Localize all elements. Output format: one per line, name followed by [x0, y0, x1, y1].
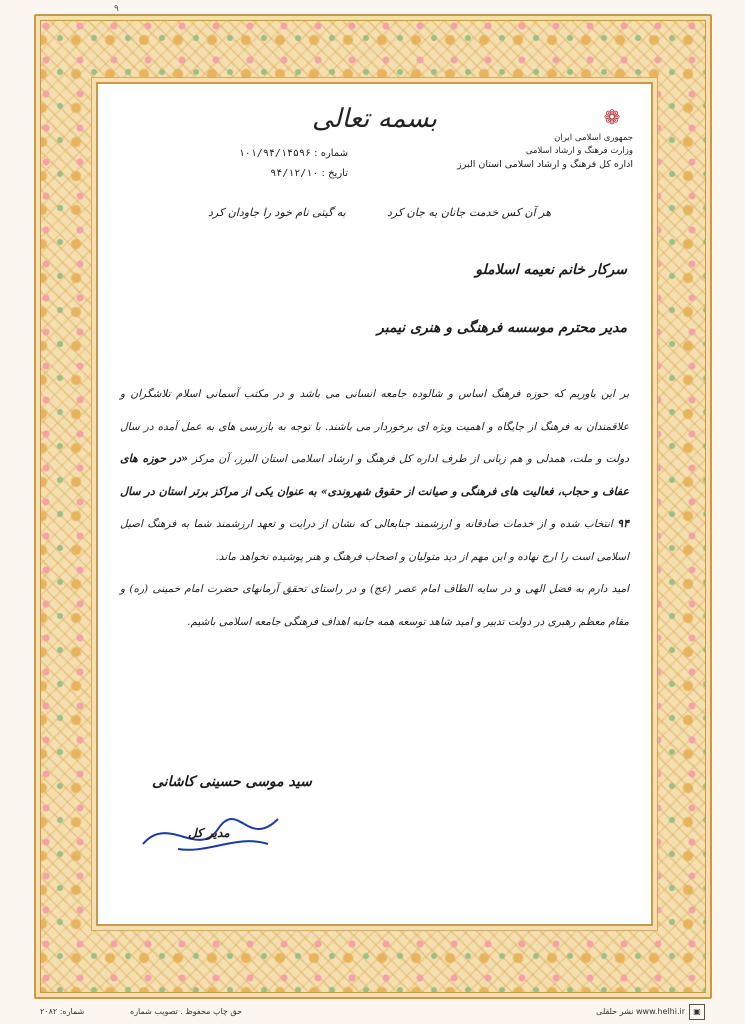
paragraph-2: امید دارم به فضل الهی و در سایه الطاف امام عصر (عج) و در راستای تحقق آرمانهای حضرت امام خمینی (ره) و مقام معظم رهبری در دولت تدبیر و امید شاهد توسعه همه جانبه اهداف فرهنگی جامعه اسلامی باشیم. — [120, 583, 629, 628]
signer-title: مدیر کل — [188, 826, 230, 840]
organization-header — [443, 132, 633, 171]
page-number: ۹ — [114, 4, 119, 14]
footer-copyright: حق چاپ محفوظ . تصویب شماره — [130, 1007, 243, 1016]
iran-emblem-icon: ❁ — [603, 105, 621, 129]
poem-hemistich-2: به گیتی نام خود را جاودان کرد — [208, 206, 346, 219]
addressee-position: مدیر محترم موسسه فرهنگی و هنری نیمبر — [377, 320, 627, 336]
page-footer — [0, 1004, 745, 1020]
certificate-body — [96, 82, 653, 926]
org-line-1: جمهوری اسلامی ایران — [554, 133, 633, 143]
letter-body — [120, 378, 629, 638]
paragraph-1-text: بر این باوریم که حوزه فرهنگ اساس و شالوده جامعه انسانی می باشد و در مکتب آسمانی اسلام تلاشگران و علاقمندان به فرهنگ از جایگاه و اهمیت ویژه ای برخوردار می باشند. با توجه به بازرسی های به عمل آمده در سال دولت و ملت، همدلی و هم زبانی از طرف اداره کل فرهنگ و ارشاد اسلامی استان البرز، آن مرکز — [120, 388, 629, 465]
basmala-heading: بسمه تعالی — [312, 104, 437, 134]
number-label: شماره — [320, 148, 348, 159]
org-line-2: وزارت فرهنگ و ارشاد اسلامی — [525, 146, 633, 156]
paragraph-1-end: انتخاب شده و از خدمات صادقانه و ارزشمند جنابعالی که نشان از درایت و تعهد ارزشمند شما به فرهنگ اصیل اسلامی است را ارج نهاده و این مهم از دید متولیان و اصحاب فرهنگ و هنر پوشیده نخواهد ماند. — [120, 518, 629, 563]
letter-meta — [128, 144, 348, 184]
addressee: سرکار خانم نعیمه اسلاملو — [475, 262, 627, 278]
org-line-3: اداره کل فرهنگ و ارشاد اسلامی استان البرز — [457, 159, 633, 170]
number-value: ۱۰۱/۹۴/۱۴۵۹۶ — [238, 148, 311, 159]
paragraph-1-highlight: «در حوزه های عفاف و حجاب، فعالیت های فرهنگی و صیانت از حقوق شهروندی» به عنوان یکی از مراکز برتر استان در سال ۹۴ — [120, 452, 629, 530]
poem-hemistich-1: هر آن کس خدمت جانان به جان کرد — [386, 206, 551, 219]
publisher-logo-icon: ▣ — [689, 1004, 705, 1020]
footer-print-number: شماره: ۲۰۸۲ — [40, 1007, 85, 1016]
signer-name: سید موسی حسینی کاشانی — [152, 774, 312, 790]
paragraph-1 — [120, 378, 629, 573]
date-value: ۹۴/۱۲/۱۰ — [270, 168, 319, 179]
letter-number: شماره : ۱۰۱/۹۴/۱۴۵۹۶ — [238, 148, 348, 159]
letter-date: تاریخ : ۹۴/۱۲/۱۰ — [270, 168, 348, 179]
date-label: تاریخ — [328, 168, 348, 179]
footer-publisher: نشر حلقلی www.helhi.ir — [596, 1007, 685, 1016]
